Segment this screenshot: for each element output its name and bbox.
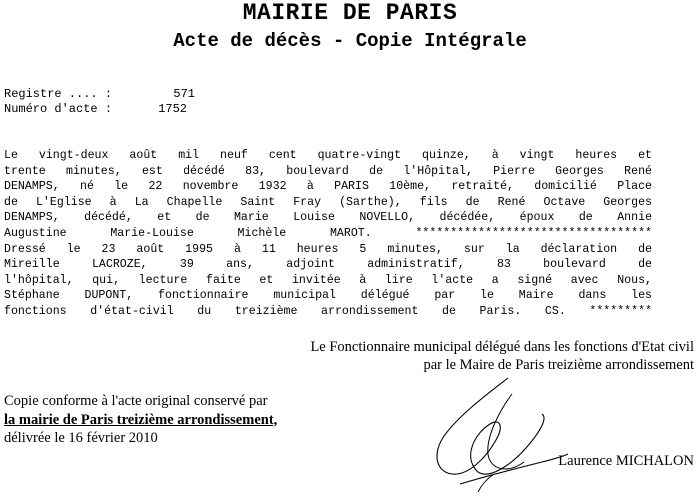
registre-value: 571 bbox=[173, 87, 195, 101]
act-line: DENAMPS, décédé, et de Marie Louise NOVELLO, décédée, époux de Annie bbox=[4, 211, 652, 225]
act-line: fonctions d'état-civil du treizième arrondissement de Paris. CS. ********* bbox=[4, 304, 652, 318]
numero-acte-label: Numéro d'acte : bbox=[4, 102, 113, 116]
handwritten-signature bbox=[430, 374, 570, 496]
act-body-text bbox=[4, 148, 652, 320]
act-line: l'hôpital, qui, lecture faite et invitée à lire l'acte a signé avec Nous, bbox=[4, 273, 652, 287]
act-line: trente minutes, est décédé 83, boulevard de l'Hôpital, Pierre Georges René bbox=[4, 164, 652, 178]
act-line: Stéphane DUPONT, fonctionnaire municipal délégué par le Maire dans les bbox=[4, 289, 652, 303]
certified-copy-block bbox=[4, 392, 277, 448]
copy-line-1: Copie conforme à l'acte original conservé par bbox=[4, 393, 268, 409]
act-line: Mireille LACROZE, 39 ans, adjoint administratif, 83 boulevard de bbox=[4, 258, 652, 272]
numero-acte-row bbox=[4, 102, 187, 116]
act-line: DENAMPS, né le 22 novembre 1932 à PARIS 10ème, retraité, domicilié Place bbox=[4, 180, 652, 194]
document-title: MAIRIE DE PARIS bbox=[242, 0, 458, 26]
act-line: Augustine Marie-Louise Michèle MAROT. ********************************** bbox=[4, 226, 652, 240]
document-subtitle: Acte de décès - Copie Intégrale bbox=[173, 30, 527, 52]
authority-line-1: Le Fonctionnaire municipal délégué dans les fonctions d'Etat civil bbox=[310, 339, 694, 355]
registre-label: Registre .... : bbox=[4, 87, 113, 101]
authority-line-2: par le Maire de Paris treizième arrondissement bbox=[423, 357, 694, 373]
registre-row bbox=[4, 87, 195, 101]
signatory-name: Laurence MICHALON bbox=[558, 453, 694, 469]
copy-line-3: délivrée le 16 février 2010 bbox=[4, 430, 158, 446]
act-line: Le vingt-deux août mil neuf cent quatre-vingt quinze, à vingt heures et bbox=[4, 149, 652, 162]
numero-acte-value: 1752 bbox=[158, 102, 187, 116]
act-line: de L'Eglise à La Chapelle Saint Fray (Sarthe), fils de René Octave Georges bbox=[4, 195, 652, 209]
copy-line-2: la mairie de Paris treizième arrondissement, bbox=[4, 411, 278, 428]
act-line: Dressé le 23 août 1995 à 11 heures 5 minutes, sur la déclaration de bbox=[4, 242, 652, 256]
signature-authority-block bbox=[310, 338, 694, 374]
